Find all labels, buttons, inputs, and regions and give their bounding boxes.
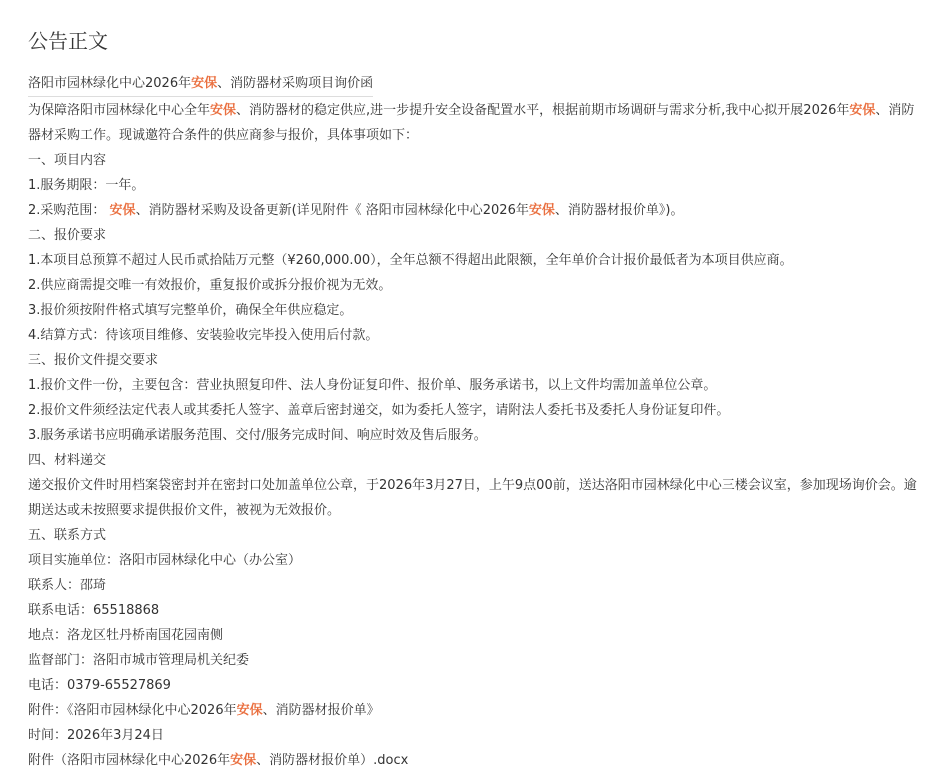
supervisor-phone: 电话：0379-65527869 [28,678,171,693]
attachment-keyword: 安保 [236,703,263,718]
section-2-item-4: 4.结算方式：待该项目维修、安装验收完毕投入使用后付款。 [28,328,379,343]
section-2-item-3: 3.报价须按附件格式填写完整单价，确保全年供应稳定。 [28,303,353,318]
section-3-item-2: 2.报价文件须经法定代表人或其委托人签字、盖章后密封递交，如为委托人签字，请附法人委托书及委托人身份证复印件。 [28,403,730,418]
title-part-1: 洛阳市园林绿化中心2026年 [28,76,192,91]
intro-text-3: 、消防器材采购工作。现诚邀符合条件的供应商参与报价，具体事项如下： [28,103,915,143]
section-2-item-2: 2.供应商需提交唯一有效报价，重复报价或拆分报价视为无效。 [28,278,392,293]
section-3-item-1: 1.报价文件一份，主要包含：营业执照复印件、法人身份证复印件、报价单、服务承诺书，以上文件均需加盖单位公章。 [28,378,717,393]
intro-paragraph [28,98,923,148]
project-unit: 项目实施单位：洛阳市园林绿化中心（办公室） [28,553,302,568]
section-4-text: 递交报价文件时用档案袋密封并在密封口处加盖单位公章，于2026年3月27日，上午9点00前，送达洛阳市园林绿化中心三楼会议室，参加现场询价会。逾期送达或未按照要求提供报价文件，被视为无效报价。 [28,478,917,518]
section-2-item-1: 1.本项目总预算不超过人民币贰拾陆万元整（¥260,000.00），全年总额不得超出此限额，全年单价合计报价最低者为本项目供应商。 [28,253,793,268]
section-1-title: 一、项目内容 [28,153,107,168]
contact-phone: 联系电话：65518868 [28,603,160,618]
section-1-item-2 [28,198,923,223]
title-part-2: 、消防器材采购项目询价函 [217,76,374,91]
file-text-1[interactable]: 附件（洛阳市园林绿化中心2026年 [28,753,231,768]
page-title: 公告正文 [28,29,108,53]
section-3-title: 三、报价文件提交要求 [28,353,159,368]
section-1-item-1: 1.服务期限：一年。 [28,178,145,193]
document-title [28,71,923,98]
scope-keyword-2: 安保 [528,203,555,218]
scope-text-1: 2.采购范围： [28,203,110,218]
section-2-title: 二、报价要求 [28,228,107,243]
attachment-file-link[interactable] [28,748,923,773]
file-keyword[interactable]: 安保 [230,753,257,768]
file-text-2[interactable]: 、消防器材报价单）.docx [256,753,409,768]
intro-keyword-1: 安保 [210,103,237,118]
announcement-body [28,71,923,773]
publish-date: 时间：2026年3月24日 [28,728,164,743]
scope-text-2: 、消防器材采购及设备更新(详见附件《 洛阳市园林绿化中心2026年 [135,203,529,218]
attachment-line [28,698,923,723]
location: 地点：洛龙区牡丹桥南国花园南侧 [28,628,224,643]
supervisor: 监督部门：洛阳市城市管理局机关纪委 [28,653,250,668]
attachment-text-2: 、消防器材报价单》 [262,703,380,718]
intro-text-1: 为保障洛阳市园林绿化中心全年 [28,103,211,118]
title-keyword: 安保 [191,76,218,91]
attachment-text-1: 附件：《洛阳市园林绿化中心2026年 [28,703,237,718]
intro-text-2: 、消防器材的稳定供应,进一步提升安全设备配置水平，根据前期市场调研与需求分析,我中心拟开展2026年 [236,103,850,118]
section-4-title: 四、材料递交 [28,453,107,468]
scope-keyword-1: 安保 [109,203,136,218]
intro-keyword-2: 安保 [849,103,876,118]
section-5-title: 五、联系方式 [28,528,107,543]
section-3-item-3: 3.服务承诺书应明确承诺服务范围、交付/服务完成时间、响应时效及售后服务。 [28,428,487,443]
contact-person: 联系人：邵琦 [28,578,107,593]
scope-text-3: 、消防器材报价单》)。 [554,203,684,218]
